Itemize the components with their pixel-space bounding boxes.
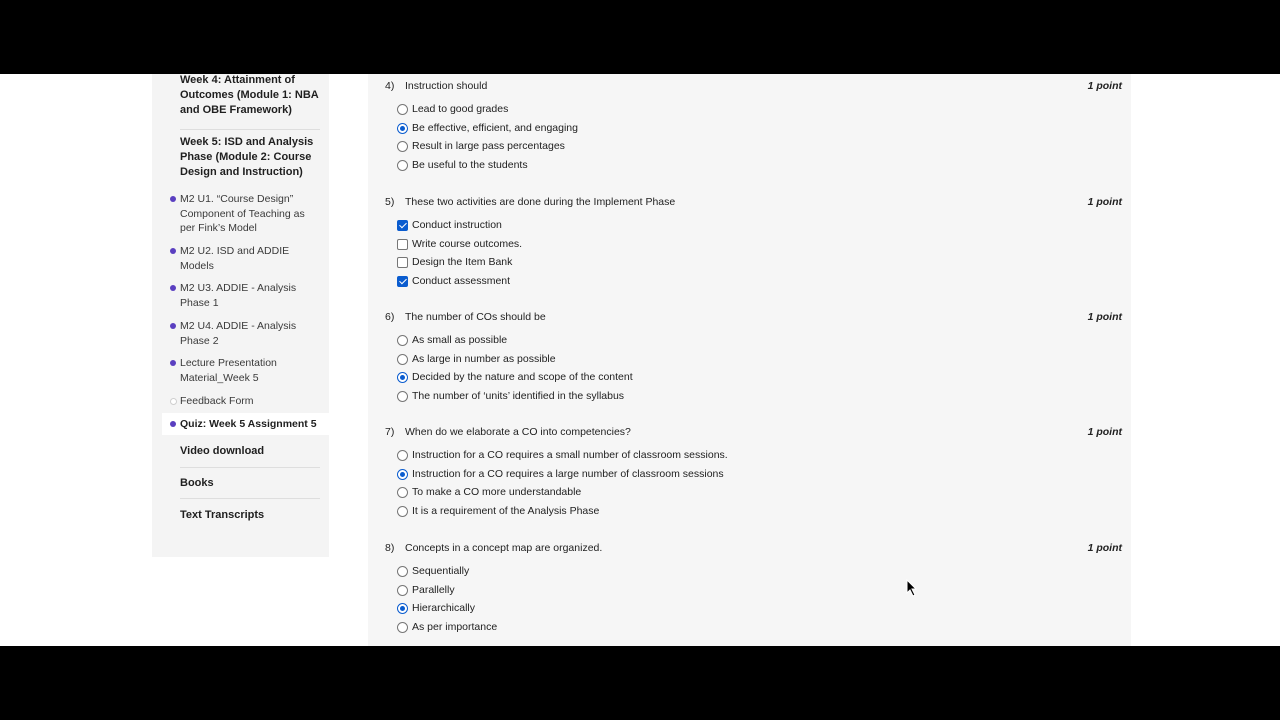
- sidebar-item-label: Feedback Form: [180, 395, 254, 407]
- radio-button[interactable]: [397, 603, 408, 614]
- answer-option[interactable]: [397, 599, 475, 617]
- radio-button[interactable]: [397, 391, 408, 402]
- browser-viewport: [0, 74, 1280, 646]
- radio-button[interactable]: [397, 469, 408, 480]
- sidebar-link-text-transcripts[interactable]: Text Transcripts: [180, 509, 265, 521]
- radio-button[interactable]: [397, 141, 408, 152]
- question-text: When do we elaborate a CO into competencies?: [405, 426, 631, 438]
- option-label: The number of ‘units’ identified in the syllabus: [412, 390, 625, 402]
- radio-button[interactable]: [397, 566, 408, 577]
- answer-option[interactable]: [397, 483, 581, 501]
- answer-option[interactable]: [397, 581, 455, 599]
- sidebar-item-feedback-form[interactable]: [180, 394, 315, 409]
- radio-button[interactable]: [397, 450, 408, 461]
- answer-option[interactable]: [397, 350, 556, 368]
- completed-dot-icon: [170, 323, 176, 329]
- answer-option[interactable]: [397, 100, 508, 118]
- sidebar-item-label: M2 U3. ADDIE - Analysis Phase 1: [180, 282, 297, 309]
- option-label: Parallelly: [412, 584, 455, 596]
- sidebar-item-m2-u4[interactable]: [180, 319, 315, 348]
- option-label: As per importance: [412, 621, 498, 633]
- question-text: Instruction should: [405, 80, 488, 92]
- sidebar-item-lecture-material[interactable]: [180, 356, 315, 385]
- answer-option[interactable]: [397, 618, 497, 636]
- question-number: 8): [385, 542, 395, 554]
- option-label: It is a requirement of the Analysis Phase: [412, 505, 600, 517]
- answer-option[interactable]: [397, 331, 507, 349]
- option-label: Instruction for a CO requires a small number of classroom sessions.: [412, 449, 728, 461]
- question-text: These two activities are done during the Implement Phase: [405, 196, 676, 208]
- checkbox[interactable]: [397, 257, 408, 268]
- answer-option[interactable]: [397, 235, 522, 253]
- question-points: 1 point: [1087, 196, 1122, 208]
- option-label: Hierarchically: [412, 602, 476, 614]
- answer-option[interactable]: [397, 253, 512, 271]
- answer-option[interactable]: [397, 119, 578, 137]
- checkbox[interactable]: [397, 239, 408, 250]
- mouse-cursor-icon: [906, 579, 918, 597]
- completed-dot-icon: [170, 285, 176, 291]
- sidebar-item-label: M2 U2. ISD and ADDIE Models: [180, 245, 290, 272]
- option-label: To make a CO more understandable: [412, 486, 582, 498]
- sidebar-item-quiz-week5[interactable]: [180, 417, 320, 432]
- sidebar-week-4[interactable]: Week 4: Attainment of Outcomes (Module 1: NBA and OBE Framework): [180, 74, 319, 116]
- sidebar-item-label: M2 U1. “Course Design” Component of Teaching as per Fink’s Model: [180, 193, 305, 234]
- radio-button[interactable]: [397, 354, 408, 365]
- sidebar-link-video-download[interactable]: Video download: [180, 445, 265, 457]
- answer-option[interactable]: [397, 137, 565, 155]
- option-label: Write course outcomes.: [412, 238, 523, 250]
- sidebar-item-label: Lecture Presentation Material_Week 5: [180, 357, 277, 384]
- question-points: 1 point: [1087, 80, 1122, 92]
- sidebar-divider: [180, 498, 320, 499]
- option-label: Instruction for a CO requires a large number of classroom sessions: [412, 468, 724, 480]
- radio-button[interactable]: [397, 585, 408, 596]
- option-label: Lead to good grades: [412, 103, 509, 115]
- option-label: As small as possible: [412, 334, 508, 346]
- option-label: Be useful to the students: [412, 159, 528, 171]
- completed-dot-icon: [170, 360, 176, 366]
- option-label: As large in number as possible: [412, 353, 556, 365]
- option-label: Result in large pass percentages: [412, 140, 565, 152]
- answer-option[interactable]: [397, 562, 469, 580]
- completed-dot-icon: [170, 421, 176, 427]
- radio-button[interactable]: [397, 123, 408, 134]
- answer-option[interactable]: [397, 216, 502, 234]
- question-number: 7): [385, 426, 395, 438]
- radio-button[interactable]: [397, 372, 408, 383]
- sidebar-divider: [180, 467, 320, 468]
- question-points: 1 point: [1087, 311, 1122, 323]
- radio-button[interactable]: [397, 160, 408, 171]
- radio-button[interactable]: [397, 506, 408, 517]
- checkbox[interactable]: [397, 276, 408, 287]
- question-number: 4): [385, 80, 395, 92]
- option-label: Conduct instruction: [412, 219, 502, 231]
- answer-option[interactable]: [397, 502, 599, 520]
- radio-button[interactable]: [397, 335, 408, 346]
- sidebar-item-m2-u2[interactable]: [180, 244, 315, 273]
- question-points: 1 point: [1087, 542, 1122, 554]
- question-number: 6): [385, 311, 395, 323]
- answer-option[interactable]: [397, 387, 624, 405]
- radio-button[interactable]: [397, 487, 408, 498]
- sidebar-divider: [180, 129, 320, 130]
- option-label: Sequentially: [412, 565, 470, 577]
- sidebar-item-label: Quiz: Week 5 Assignment 5: [180, 418, 317, 430]
- sidebar-item-label: M2 U4. ADDIE - Analysis Phase 2: [180, 320, 297, 347]
- sidebar-item-m2-u1[interactable]: [180, 192, 315, 236]
- sidebar-link-books[interactable]: Books: [180, 477, 214, 489]
- sidebar-week-5[interactable]: Week 5: ISD and Analysis Phase (Module 2: Course Design and Instruction): [180, 136, 314, 178]
- course-sidebar: [152, 74, 329, 557]
- option-label: Conduct assessment: [412, 275, 511, 287]
- question-points: 1 point: [1087, 426, 1122, 438]
- question-text: Concepts in a concept map are organized.: [405, 542, 603, 554]
- answer-option[interactable]: [397, 156, 528, 174]
- completed-dot-icon: [170, 196, 176, 202]
- quiz-content: [368, 74, 1131, 646]
- question-number: 5): [385, 196, 395, 208]
- radio-button[interactable]: [397, 622, 408, 633]
- answer-option[interactable]: [397, 446, 728, 464]
- option-label: Decided by the nature and scope of the content: [412, 371, 633, 383]
- incomplete-dot-icon: [170, 398, 177, 405]
- option-label: Design the Item Bank: [412, 256, 513, 268]
- option-label: Be effective, efficient, and engaging: [412, 122, 578, 134]
- answer-option[interactable]: [397, 272, 510, 290]
- sidebar-item-m2-u3[interactable]: [180, 281, 315, 310]
- question-text: The number of COs should be: [405, 311, 546, 323]
- answer-option[interactable]: [397, 465, 724, 483]
- answer-option[interactable]: [397, 368, 633, 386]
- radio-button[interactable]: [397, 104, 408, 115]
- checkbox[interactable]: [397, 220, 408, 231]
- completed-dot-icon: [170, 248, 176, 254]
